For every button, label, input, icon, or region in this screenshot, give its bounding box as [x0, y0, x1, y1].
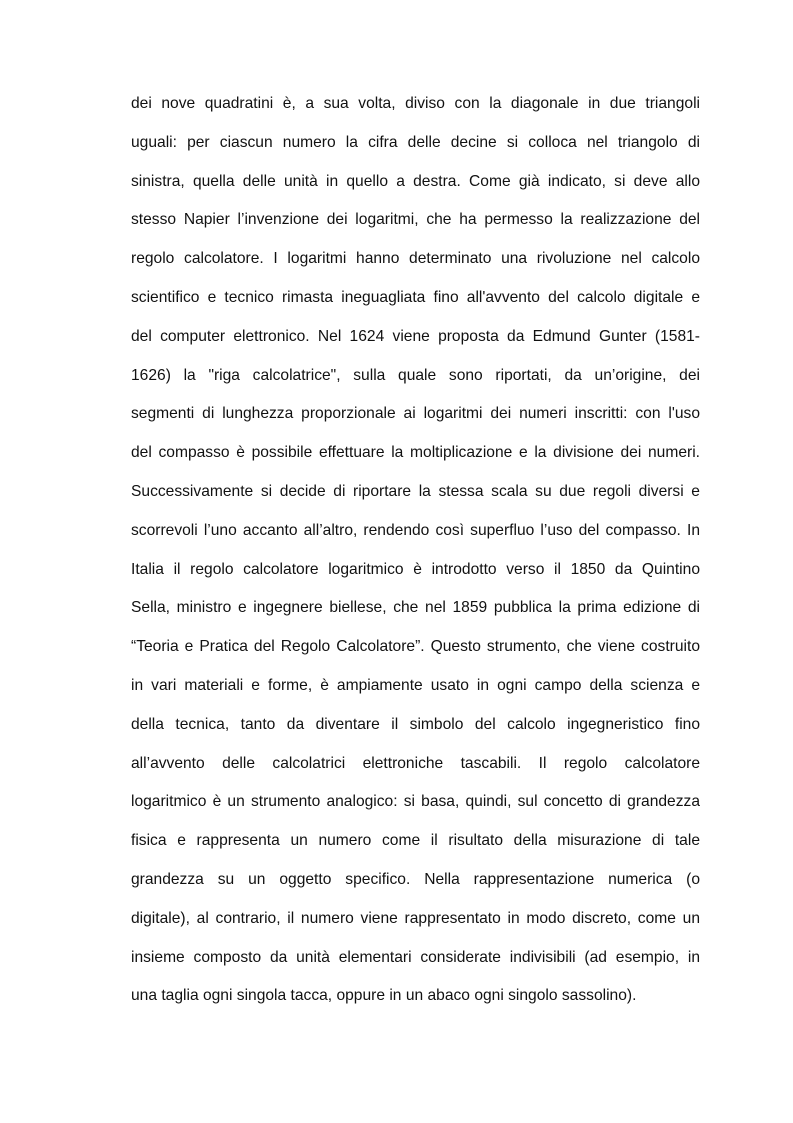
- text-line: della tecnica, tanto da diventare il simbolo del calcolo ingegneristico fino: [131, 715, 700, 733]
- text-line: del computer elettronico. Nel 1624 viene proposta da Edmund Gunter (1581-: [131, 327, 700, 345]
- text-line: stesso Napier l’invenzione dei logaritmi, che ha permesso la realizzazione del: [131, 211, 700, 229]
- text-line: “Teoria e Pratica del Regolo Calcolatore”. Questo strumento, che viene costruito: [131, 638, 700, 656]
- text-line: logaritmico è un strumento analogico: si basa, quindi, sul concetto di grandezza: [131, 793, 700, 811]
- text-line: all’avvento delle calcolatrici elettroniche tascabili. Il regolo calcolatore: [131, 754, 700, 772]
- text-line: uguali: per ciascun numero la cifra delle decine si colloca nel triangolo di: [131, 133, 700, 151]
- text-line: fisica e rappresenta un numero come il risultato della misurazione di tale: [131, 832, 700, 850]
- text-line: scorrevoli l’uno accanto all’altro, rendendo così superfluo l’uso del compasso. In: [131, 521, 700, 539]
- text-line: regolo calcolatore. I logaritmi hanno determinato una rivoluzione nel calcolo: [131, 250, 700, 268]
- text-line: insieme composto da unità elementari considerate indivisibili (ad esempio, in: [131, 948, 700, 966]
- text-line-last: una taglia ogni singola tacca, oppure in un abaco ogni singolo sassolino).: [131, 987, 637, 1005]
- text-line: Sella, ministro e ingegnere biellese, che nel 1859 pubblica la prima edizione di: [131, 599, 700, 617]
- text-line: in vari materiali e forme, è ampiamente usato in ogni campo della scienza e: [131, 676, 700, 694]
- text-line: 1626) la "riga calcolatrice", sulla quale sono riportati, da un’origine, dei: [131, 366, 700, 384]
- text-line: Successivamente si decide di riportare la stessa scala su due regoli diversi e: [131, 482, 700, 500]
- text-line: dei nove quadratini è, a sua volta, diviso con la diagonale in due triangoli: [131, 95, 700, 112]
- text-line: segmenti di lunghezza proporzionale ai logaritmi dei numeri inscritti: con l'uso: [131, 405, 700, 423]
- text-line: scientifico e tecnico rimasta ineguagliata fino all'avvento del calcolo digitale e: [131, 288, 700, 306]
- body-paragraph: [131, 91, 700, 1022]
- text-line: sinistra, quella delle unità in quello a destra. Come già indicato, si deve allo: [131, 172, 700, 190]
- text-line: del compasso è possibile effettuare la moltiplicazione e la divisione dei numeri.: [131, 444, 700, 462]
- text-line: grandezza su un oggetto specifico. Nella rappresentazione numerica (o: [131, 870, 700, 888]
- text-line: Italia il regolo calcolatore logaritmico è introdotto verso il 1850 da Quintino: [131, 560, 700, 578]
- text-line: digitale), al contrario, il numero viene rappresentato in modo discreto, come un: [131, 909, 700, 927]
